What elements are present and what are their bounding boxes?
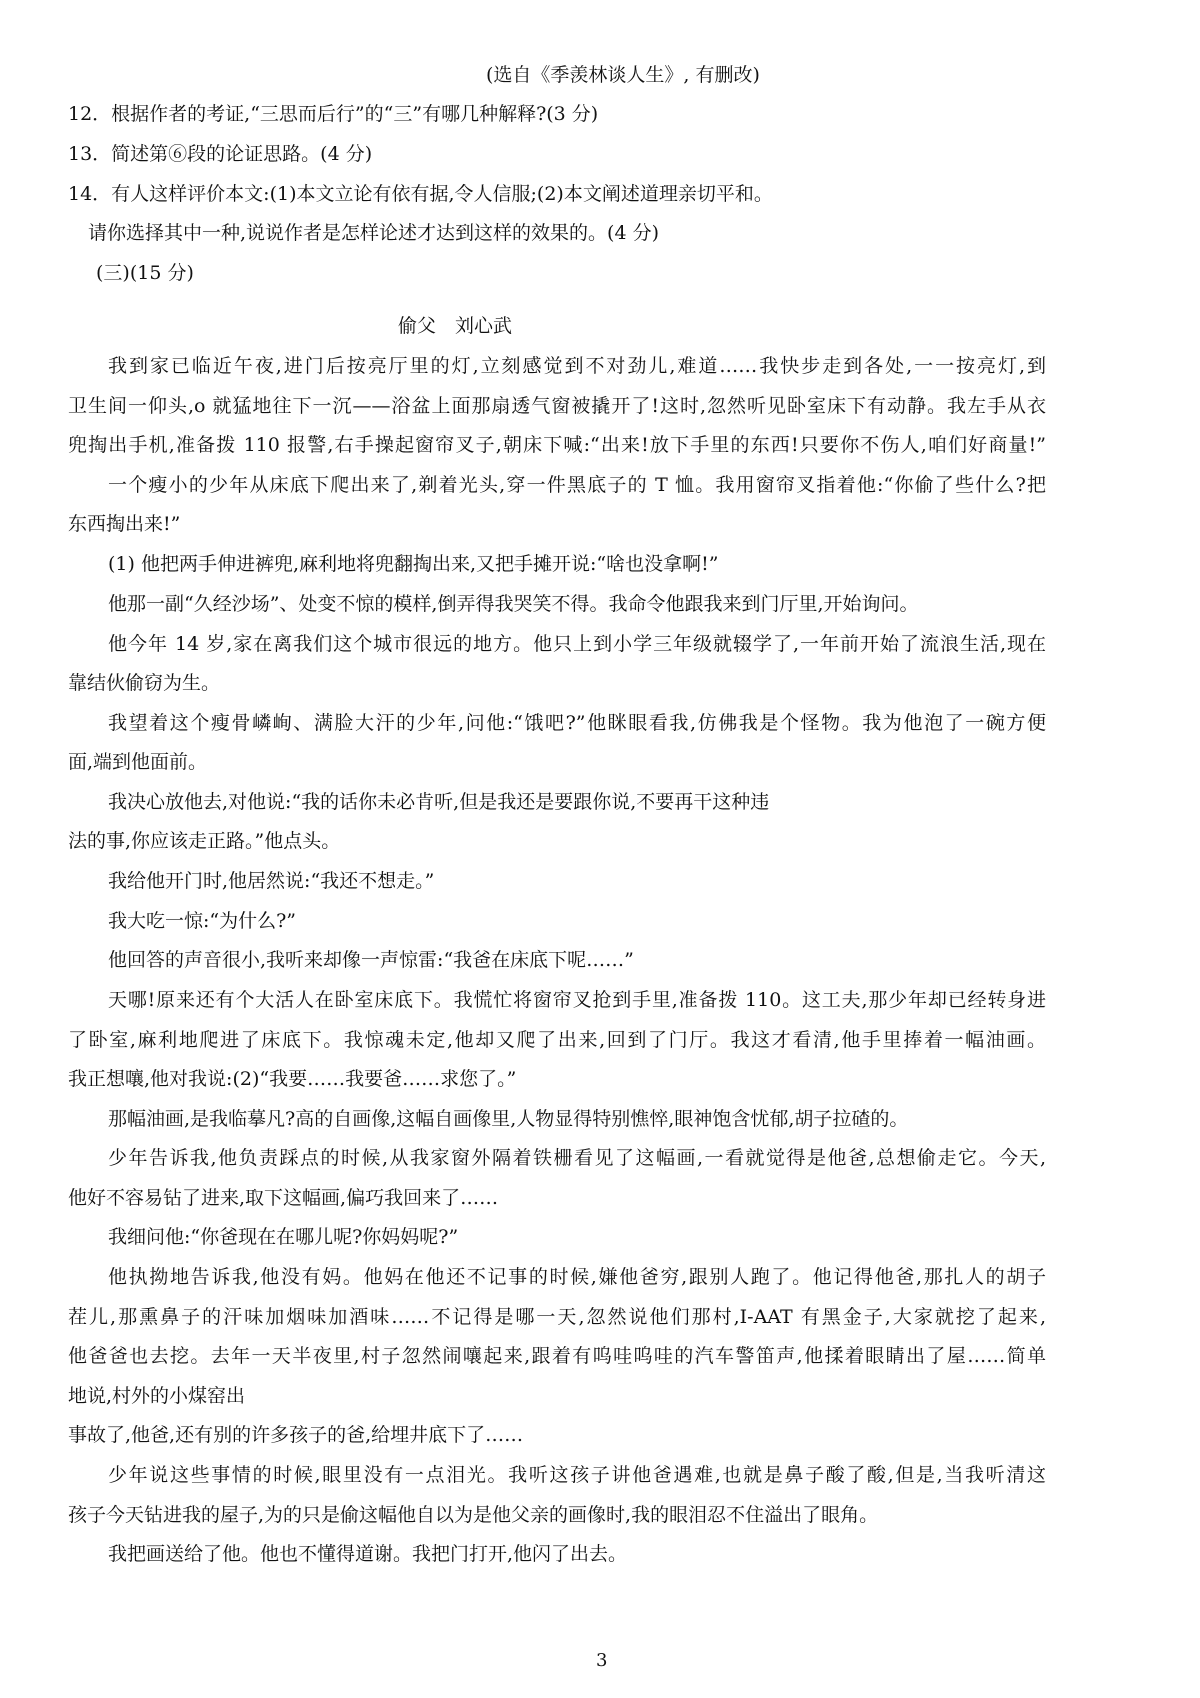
text-line: 我到家已临近午夜,进门后按亮厅里的灯,立刻感觉到不对劲儿,难道……我快步走到各处,一一按亮灯,到 xyxy=(108,355,1046,377)
text-line: 了卧室,麻利地爬进了床底下。我惊魂未定,他却又爬了出来,回到了门厅。我这才看清,他手里捧着一幅油画。 xyxy=(68,1029,1046,1051)
text-line: 一个瘦小的少年从床底下爬出来了,剃着光头,穿一件黑底子的 T 恤。我用窗帘叉指着他:“你偷了些什么?把 xyxy=(108,474,1046,496)
text-line: 我正想嚷,他对我说:(2)“我要……我要爸……求您了。” xyxy=(68,1068,517,1090)
section-label: (三)(15 分) xyxy=(96,262,194,284)
text-line: 法的事,你应该走正路。”他点头。 xyxy=(68,830,341,852)
question-14: 14．有人这样评价本文:(1)本文立论有依有据,令人信服;(2)本文阐述道理亲切平和。 xyxy=(68,183,773,205)
text-line: 地说,村外的小煤窑出 xyxy=(68,1385,246,1407)
text-line: 天哪!原来还有个大活人在卧室床底下。我慌忙将窗帘叉抢到手里,准备拨 110。这工夫,那少年却已经转身进 xyxy=(108,989,1046,1011)
text-line: 少年说这些事情的时候,眼里没有一点泪光。我听这孩子讲他爸遇难,也就是鼻子酸了酸,但是,当我听清这 xyxy=(108,1464,1046,1486)
text-line: 面,端到他面前。 xyxy=(68,751,208,773)
source-citation: (选自《季羡林谈人生》, 有删改) xyxy=(486,64,760,86)
text-line: 我细问他:“你爸现在在哪儿呢?你妈妈呢?” xyxy=(108,1226,459,1248)
text-line: 兜掏出手机,准备拨 110 报警,右手操起窗帘叉子,朝床下喊:“出来!放下手里的东西!只要你不伤人,咱们好商量!” xyxy=(68,434,1046,456)
text-line: 卫生间一仰头,o 就猛地往下一沉——浴盆上面那扇透气窗被撬开了!这时,忽然听见卧室床下有动静。我左手从衣 xyxy=(68,395,1046,417)
text-line: 他那一副“久经沙场”、处变不惊的模样,倒弄得我哭笑不得。我命令他跟我来到门厅里,开始询问。 xyxy=(108,593,919,615)
text-line: 靠结伙偷窃为生。 xyxy=(68,672,221,694)
page-number: 3 xyxy=(596,1650,608,1671)
text-line: 他执拗地告诉我,他没有妈。他妈在他还不记事的时候,嫌他爸穷,跟别人跑了。他记得他爸,那扎人的胡子 xyxy=(108,1266,1046,1288)
text-line: 少年告诉我,他负责踩点的时候,从我家窗外隔着铁栅看见了这幅画,一看就觉得是他爸,总想偷走它。今天, xyxy=(108,1147,1046,1169)
text-line: 我望着这个瘦骨嶙峋、满脸大汗的少年,问他:“饿吧?”他眯眼看我,仿佛我是个怪物。我为他泡了一碗方便 xyxy=(108,712,1046,734)
question-14-continued: 请你选择其中一种,说说作者是怎样论述才达到这样的效果的。(4 分) xyxy=(88,222,659,244)
text-line: 我大吃一惊:“为什么?” xyxy=(108,910,297,932)
text-line: 东西掏出来!” xyxy=(68,513,181,535)
text-line: (1) 他把两手伸进裤兜,麻利地将兜翻掏出来,又把手摊开说:“啥也没拿啊!” xyxy=(108,553,719,575)
text-line: 孩子今天钻进我的屋子,为的只是偷这幅他自以为是他父亲的画像时,我的眼泪忍不住溢出了眼角。 xyxy=(68,1504,879,1526)
text-line: 他回答的声音很小,我听来却像一声惊雷:“我爸在床底下呢……” xyxy=(108,949,634,971)
text-line: 那幅油画,是我临摹凡?高的自画像,这幅自画像里,人物显得特别憔悴,眼神饱含忧郁,胡子拉碴的。 xyxy=(108,1108,909,1130)
text-line: 茬儿,那熏鼻子的汗味加烟味加酒味……不记得是哪一天,忽然说他们那村,I-AAT 有黑金子,大家就挖了起来, xyxy=(68,1306,1046,1328)
text-line: 他好不容易钻了进来,取下这幅画,偏巧我回来了…… xyxy=(68,1187,499,1209)
text-line: 我给他开门时,他居然说:“我还不想走。” xyxy=(108,870,435,892)
text-line: 事故了,他爸,还有别的许多孩子的爸,给埋井底下了…… xyxy=(68,1424,524,1446)
question-12: 12．根据作者的考证,“三思而后行”的“三”有哪几种解释?(3 分) xyxy=(68,103,599,125)
text-line: 他爸爸也去挖。去年一天半夜里,村子忽然闹嚷起来,跟着有呜哇呜哇的汽车警笛声,他揉着眼睛出了屋……简单 xyxy=(68,1345,1046,1367)
question-13: 13．简述第⑥段的论证思路。(4 分) xyxy=(68,143,373,165)
text-line: 我把画送给了他。他也不懂得道谢。我把门打开,他闪了出去。 xyxy=(108,1543,628,1565)
text-line: 我决心放他去,对他说:“我的话你未必肯听,但是我还是要跟你说,不要再干这种违 xyxy=(108,791,770,813)
text-line: 他今年 14 岁,家在离我们这个城市很远的地方。他只上到小学三年级就辍学了,一年前开始了流浪生活,现在 xyxy=(108,633,1046,655)
story-title: 偷父 刘心武 xyxy=(398,315,513,337)
